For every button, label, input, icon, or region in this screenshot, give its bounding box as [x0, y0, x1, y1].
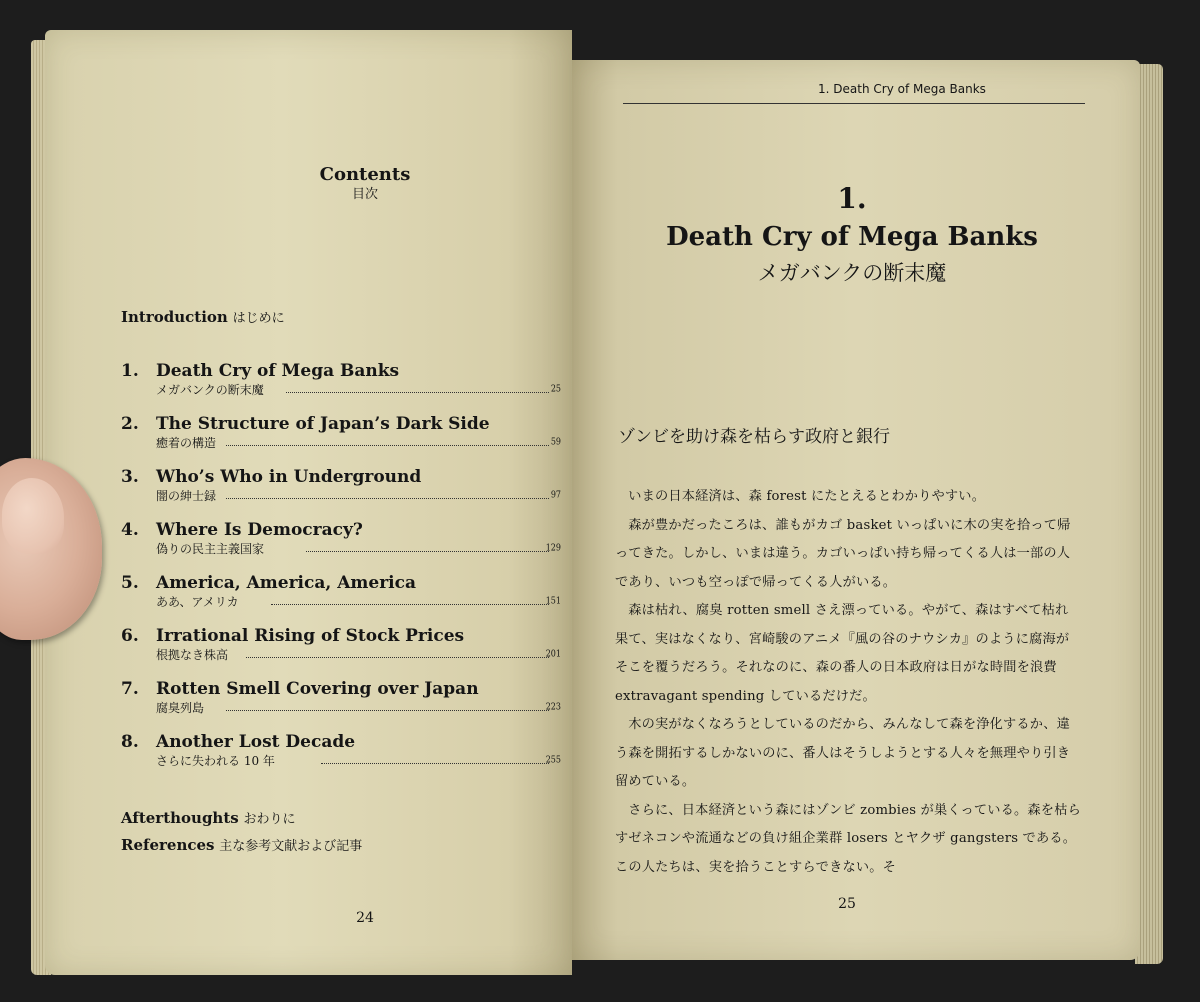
toc-number: 4.	[121, 520, 139, 540]
references-label: References	[121, 836, 215, 854]
afterthoughts-entry	[121, 808, 296, 830]
body-text	[615, 483, 1081, 882]
toc-leader	[226, 445, 549, 446]
toc-entry	[121, 572, 561, 625]
right-page	[572, 60, 1140, 960]
toc-number: 2.	[121, 414, 139, 434]
thumbnail-nail	[2, 478, 64, 554]
toc-leader	[226, 710, 549, 711]
toc-page-number: 255	[545, 754, 561, 765]
left-page-number: 24	[356, 910, 374, 926]
toc-page-number: 129	[545, 542, 561, 553]
toc-number: 5.	[121, 573, 139, 593]
chapter-number: 1.	[837, 182, 867, 215]
toc-title: The Structure of Japan’s Dark Side	[156, 414, 490, 434]
toc-subtitle: さらに失われる 10 年	[156, 754, 275, 768]
toc-subtitle: 根拠なき株高	[156, 648, 229, 662]
toc-number: 7.	[121, 679, 139, 699]
toc-title: Another Lost Decade	[156, 732, 356, 752]
toc-leader	[226, 498, 549, 499]
toc-page-number: 223	[545, 701, 561, 712]
toc-page-number: 97	[550, 489, 561, 500]
references-entry	[121, 835, 362, 857]
toc-subtitle: 腐臭列島	[156, 701, 205, 715]
toc-subtitle: 癒着の構造	[156, 436, 217, 450]
paragraph: 森は枯れ、腐臭 rotten smell さえ漂っている。やがて、森はすべて枯れ果て、実はなくなり、宮崎駿のアニメ『風の谷のナウシカ』のように腐海がそこを覆うだろう。それなのに、森の番人の日本政府は日がな時間を浪費 extravagant spending しているだけだ。	[615, 603, 1070, 704]
toc-list	[121, 360, 561, 784]
toc-leader	[271, 604, 549, 605]
contents-heading-ja: 目次	[351, 187, 378, 202]
toc-entry	[121, 360, 561, 413]
paragraph: いまの日本経済は、森 forest にたとえるとわかりやすい。	[628, 489, 986, 504]
toc-number: 8.	[121, 732, 139, 752]
toc-title: Who’s Who in Underground	[156, 467, 422, 487]
paragraph: 森が豊かだったころは、誰もがカゴ basket いっぱいに木の実を拾って帰ってきた。しかし、いまは違う。カゴいっぱい持ち帰ってくる人は一部の人であり、いつも空っぽで帰ってくる人がいる。	[615, 517, 1071, 590]
toc-subtitle: 偽りの民主主義国家	[156, 542, 265, 556]
toc-entry	[121, 731, 561, 784]
toc-entry	[121, 466, 561, 519]
toc-leader	[306, 551, 549, 552]
introduction-label-ja: はじめに	[232, 311, 285, 326]
toc-entry	[121, 678, 561, 731]
introduction-entry	[121, 307, 285, 329]
toc-subtitle: 闇の紳士録	[156, 489, 217, 503]
toc-entry	[121, 519, 561, 572]
running-head: 1. Death Cry of Mega Banks	[818, 82, 986, 96]
paragraph: 木の実がなくなろうとしているのだから、みんなして森を浄化するか、違う森を開拓するしかないのに、番人はそうしようとする人々を無理やり引き留めている。	[615, 717, 1071, 789]
toc-number: 6.	[121, 626, 139, 646]
header-rule	[623, 103, 1085, 104]
left-page	[45, 30, 572, 975]
paragraph: さらに、日本経済という森にはゾンビ zombies が巣くっている。森を枯らすゼネコンや流通などの負け組企業群 losers とヤクザ gangsters である。この人たちは、実を拾うことすらできない。そ	[615, 802, 1081, 875]
contents-heading: Contents	[319, 164, 411, 185]
toc-number: 3.	[121, 467, 139, 487]
toc-title: Irrational Rising of Stock Prices	[156, 626, 465, 646]
introduction-label: Introduction	[121, 308, 228, 326]
toc-page-number: 25	[550, 383, 561, 394]
toc-leader	[321, 763, 549, 764]
afterthoughts-label: Afterthoughts	[121, 809, 239, 827]
toc-entry	[121, 625, 561, 678]
references-label-ja: 主な参考文献および記事	[219, 839, 363, 854]
chapter-title: Death Cry of Mega Banks	[666, 222, 1038, 252]
toc-page-number: 201	[545, 648, 561, 659]
section-heading: ゾンビを助け森を枯らす政府と銀行	[618, 427, 890, 447]
toc-title: Death Cry of Mega Banks	[156, 361, 400, 381]
toc-page-number: 59	[550, 436, 561, 447]
toc-entry	[121, 413, 561, 466]
toc-leader	[246, 657, 549, 658]
toc-number: 1.	[121, 361, 139, 381]
toc-title: Where Is Democracy?	[156, 520, 363, 540]
toc-title: Rotten Smell Covering over Japan	[156, 679, 479, 699]
toc-title: America, America, America	[156, 573, 416, 593]
toc-page-number: 151	[545, 595, 561, 606]
toc-leader	[286, 392, 549, 393]
toc-subtitle: メガバンクの断末魔	[156, 383, 264, 397]
chapter-title-ja: メガバンクの断末魔	[757, 261, 947, 285]
toc-subtitle: ああ、アメリカ	[156, 595, 239, 609]
afterthoughts-label-ja: おわりに	[243, 812, 296, 827]
right-page-number: 25	[838, 896, 856, 912]
